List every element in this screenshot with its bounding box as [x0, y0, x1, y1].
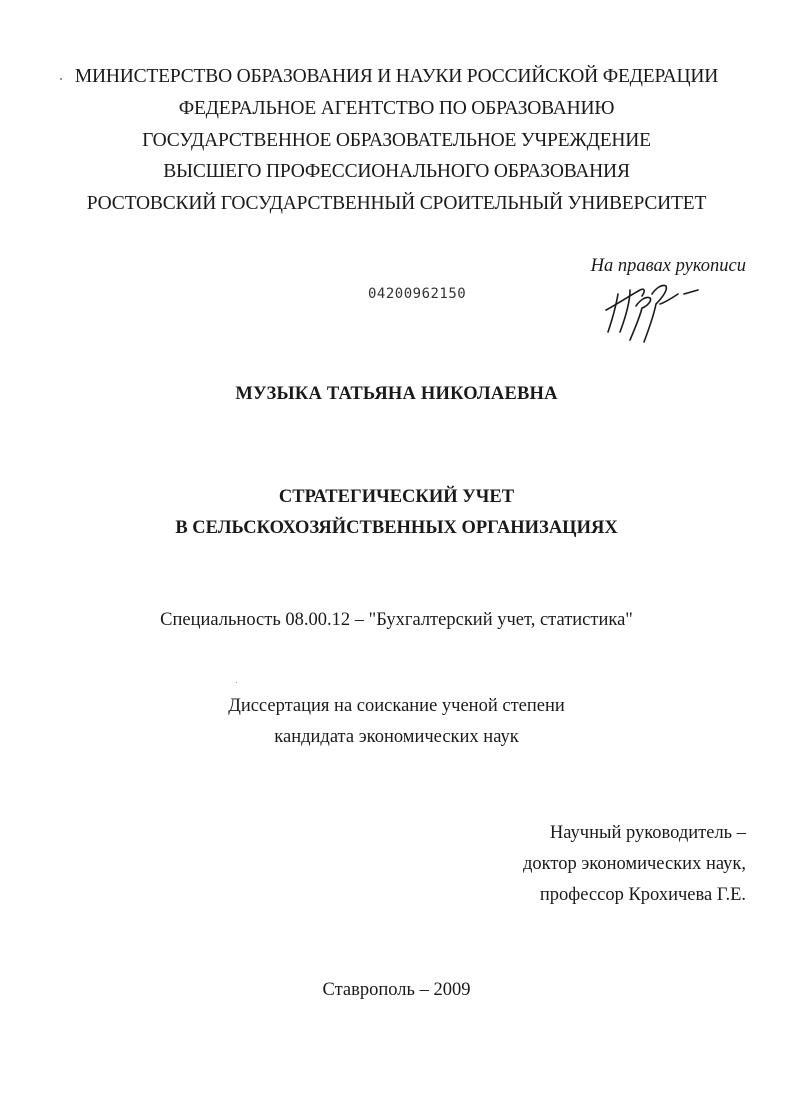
header-agency: ФЕДЕРАЛЬНОЕ АГЕНТСТВО ПО ОБРАЗОВАНИЮ	[178, 98, 615, 119]
dissertation-title-line-1: СТРАТЕГИЧЕСКИЙ УЧЕТ	[278, 487, 515, 507]
header-institution-type: ГОСУДАРСТВЕННОЕ ОБРАЗОВАТЕЛЬНОЕ УЧРЕЖДЕНИЕ	[142, 130, 651, 151]
degree-line-1: Диссертация на соискание ученой степени	[228, 696, 565, 716]
city-year: Ставрополь – 2009	[322, 980, 471, 1000]
document-code: 04200962150	[368, 286, 467, 302]
author-name: МУЗЫКА ТАТЬЯНА НИКОЛАЕВНА	[235, 384, 558, 404]
header-ministry: МИНИСТЕРСТВО ОБРАЗОВАНИЯ И НАУКИ РОССИЙСКОЙ ФЕДЕРАЦИИ	[74, 66, 719, 87]
supervisor-name: профессор Крохичева Г.Е.	[539, 885, 746, 905]
degree-line-2: кандидата экономических наук	[274, 727, 519, 747]
scan-speck	[236, 682, 237, 683]
supervisor-label: Научный руководитель –	[549, 823, 746, 843]
manuscript-note: На правах рукописи	[590, 256, 746, 276]
header-university: РОСТОВСКИЙ ГОСУДАРСТВЕННЫЙ СРОИТЕЛЬНЫЙ УНИВЕРСИТЕТ	[86, 193, 707, 214]
dissertation-title-line-2: В СЕЛЬСКОХОЗЯЙСТВЕННЫХ ОРГАНИЗАЦИЯХ	[175, 518, 618, 538]
handwritten-signature	[596, 276, 706, 346]
header-education-level: ВЫСШЕГО ПРОФЕССИОНАЛЬНОГО ОБРАЗОВАНИЯ	[163, 161, 630, 182]
specialty: Специальность 08.00.12 – "Бухгалтерский учет, статистика"	[160, 610, 633, 630]
supervisor-degree: доктор экономических наук,	[522, 854, 746, 874]
